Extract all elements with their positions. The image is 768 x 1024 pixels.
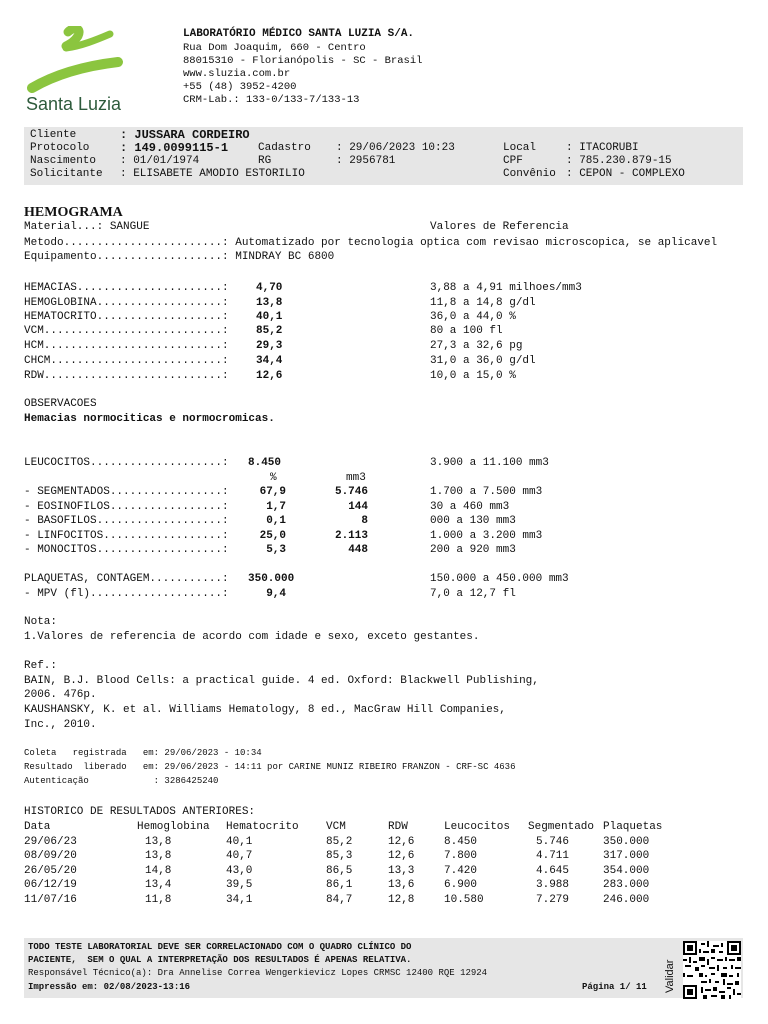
mpv-ref: 7,0 a 12,7 fl (430, 588, 516, 600)
diff-label: - LINFOCITOS..................: (24, 530, 229, 542)
footer-responsavel: Responsável Técnico(a): Dra Annelise Correa Wengerkievicz Lopes CRMSC 12400 RQE 12924 (28, 968, 488, 978)
historico-cell: 40,1 (226, 835, 253, 848)
historico-cell: 13,6 (388, 879, 415, 891)
red-value: 29,3 (256, 340, 283, 352)
ref-header: Valores de Referencia (430, 221, 569, 233)
logo-name: Santa Luzia (26, 94, 122, 114)
red-ref: 10,0 a 15,0 % (430, 370, 516, 382)
diff-label: - SEGMENTADOS.................: (24, 486, 229, 498)
diff-abs: 448 (348, 544, 368, 556)
historico-cell: 10.580 (444, 893, 484, 906)
historico-cell: 283.000 (603, 879, 650, 891)
coleta-line: Coleta registrada em: 29/06/2023 - 10:34 (24, 748, 262, 758)
historico-cell: 317.000 (603, 850, 650, 862)
historico-header: Leucocitos (444, 821, 511, 833)
historico-cell: 06/12/19 (24, 879, 77, 891)
leucocitos-label: LEUCOCITOS....................: (24, 457, 229, 469)
historico-cell: 11/07/16 (24, 893, 77, 906)
autenticacao-line: Autenticação : 3286425240 (24, 776, 219, 786)
historico-header: Plaquetas (603, 821, 663, 833)
rg-value: : 2956781 (336, 155, 396, 167)
red-label: RDW...........................: (24, 370, 229, 382)
plaquetas-label: PLAQUETAS, CONTAGEM...........: (24, 573, 229, 585)
historico-cell: 13,8 (145, 850, 172, 862)
red-label: HEMATOCRITO...................: (24, 311, 229, 323)
historico-cell: 4.711 (536, 850, 570, 862)
rg-label: RG (258, 155, 272, 167)
historico-cell: 86,1 (326, 879, 353, 891)
solicitante-label: Solicitante (30, 168, 103, 180)
resultado-line: Resultado liberado em: 29/06/2023 - 14:11 por CARINE MUNIZ RIBEIRO FRANZON - CRF-SC 4636 (24, 762, 516, 772)
ref-line: 2006. 476p. (24, 689, 97, 701)
lab-logo (26, 26, 136, 118)
red-ref: 3,88 a 4,91 milhoes/mm3 (430, 282, 582, 294)
cadastro-label: Cadastro (258, 142, 311, 154)
cadastro-value: : 29/06/2023 10:23 (336, 142, 455, 154)
cpf-value: : 785.230.879-15 (566, 155, 672, 167)
protocolo-value: : 149.0099115-1 (120, 141, 229, 155)
diff-pct: 1,7 (266, 501, 286, 513)
plaquetas-ref: 150.000 a 450.000 mm3 (430, 573, 569, 585)
historico-cell: 85,3 (326, 850, 353, 862)
nota-title: Nota: (24, 616, 58, 628)
red-value: 13,8 (256, 297, 283, 309)
red-value: 40,1 (256, 311, 283, 323)
convenio-value: : CEPON - COMPLEXO (566, 168, 685, 180)
diff-abs: 144 (348, 501, 368, 513)
historico-cell: 5.746 (536, 835, 570, 848)
lab-crm: CRM-Lab.: 133-0/133-7/133-13 (183, 94, 360, 106)
historico-header: Segmentado (528, 821, 595, 833)
historico-cell: 85,2 (326, 835, 353, 848)
historico-cell: 08/09/20 (24, 850, 77, 862)
historico-cell: 29/06/23 (24, 835, 77, 848)
local-label: Local (503, 142, 537, 154)
historico-cell: 354.000 (603, 864, 650, 877)
historico-cell: 3.988 (536, 879, 570, 891)
observacoes-title: OBSERVACOES (24, 398, 97, 410)
diff-ref: 000 a 130 mm3 (430, 515, 516, 527)
exam-metodo: Metodo........................: Automatizado por tecnologia optica com revisao microscopica, se aplicavel (24, 237, 718, 249)
historico-cell: 6.900 (444, 879, 478, 891)
historico-cell: 13,3 (388, 864, 415, 877)
red-ref: 36,0 a 44,0 % (430, 311, 516, 323)
mpv-label: - MPV (fl)....................: (24, 588, 229, 600)
red-value: 4,70 (256, 282, 283, 294)
exam-equipamento: Equipamento...................: MINDRAY BC 6800 (24, 251, 335, 263)
red-ref: 27,3 a 32,6 pg (430, 340, 523, 352)
diff-label: - BASOFILOS...................: (24, 515, 229, 527)
historico-title: HISTORICO DE RESULTADOS ANTERIORES: (24, 806, 256, 818)
red-label: VCM...........................: (24, 325, 229, 337)
historico-cell: 12,6 (388, 835, 415, 848)
red-label: HEMOGLOBINA...................: (24, 297, 229, 309)
diff-pct: 67,9 (259, 486, 286, 498)
nascimento-value: : 01/01/1974 (120, 155, 200, 167)
diff-pct: 5,3 (266, 544, 286, 556)
diff-ref: 30 a 460 mm3 (430, 501, 510, 513)
cliente-value: : JUSSARA CORDEIRO (120, 128, 250, 142)
red-value: 34,4 (256, 355, 283, 367)
historico-cell: 11,8 (145, 893, 172, 906)
logo-swoosh-icon (26, 26, 136, 96)
historico-header: Hemoglobina (137, 821, 210, 833)
red-value: 12,6 (256, 370, 283, 382)
local-value: : ITACORUBI (566, 142, 639, 154)
historico-cell: 13,4 (145, 879, 172, 891)
lab-city: 88015310 - Florianópolis - SC - Brasil (183, 55, 423, 67)
historico-cell: 8.450 (444, 835, 478, 848)
ref-line: Inc., 2010. (24, 719, 97, 731)
ref-line: KAUSHANSKY, K. et al. Williams Hematology, 8 ed., MacGraw Hill Companies, (24, 704, 506, 716)
leucocitos-ref: 3.900 a 11.100 mm3 (430, 457, 549, 469)
cpf-label: CPF (503, 155, 523, 167)
diff-ref: 1.700 a 7.500 mm3 (430, 486, 543, 498)
red-value: 85,2 (256, 325, 283, 337)
historico-cell: 12,6 (388, 850, 415, 862)
abs-header: mm3 (346, 472, 366, 484)
solicitante-value: : ELISABETE AMODIO ESTORILIO (120, 168, 305, 180)
red-label: HCM...........................: (24, 340, 229, 352)
diff-abs: 5.746 (334, 486, 368, 498)
historico-header: RDW (388, 821, 408, 833)
footer-impressao: Impressão em: 02/08/2023-13:16 (28, 982, 191, 992)
historico-cell: 7.279 (536, 893, 570, 906)
nascimento-label: Nascimento (30, 155, 97, 167)
diff-pct: 25,0 (259, 530, 286, 542)
ref-title: Ref.: (24, 660, 58, 672)
historico-cell: 246.000 (603, 893, 650, 906)
nota-text: 1.Valores de referencia de acordo com idade e sexo, exceto gestantes. (24, 631, 480, 643)
diff-ref: 200 a 920 mm3 (430, 544, 516, 556)
historico-cell: 39,5 (226, 879, 253, 891)
red-label: CHCM..........................: (24, 355, 229, 367)
historico-cell: 26/05/20 (24, 864, 77, 877)
red-ref: 11,8 a 14,8 g/dl (430, 297, 536, 309)
protocolo-label: Protocolo (30, 142, 90, 154)
historico-cell: 13,8 (145, 835, 172, 848)
qr-code-icon[interactable] (683, 941, 741, 999)
red-label: HEMACIAS......................: (24, 282, 229, 294)
historico-cell: 12,8 (388, 893, 415, 906)
historico-cell: 40,7 (226, 850, 253, 862)
diff-label: - EOSINOFILOS.................: (24, 501, 229, 513)
exam-title: HEMOGRAMA (24, 205, 123, 220)
diff-label: - MONOCITOS...................: (24, 544, 229, 556)
red-ref: 31,0 a 36,0 g/dl (430, 355, 536, 367)
historico-header: Data (24, 821, 51, 833)
historico-cell: 350.000 (603, 835, 650, 848)
historico-cell: 43,0 (226, 864, 253, 877)
ref-line: BAIN, B.J. Blood Cells: a practical guide. 4 ed. Oxford: Blackwell Publishing, (24, 675, 539, 687)
historico-cell: 86,5 (326, 864, 353, 877)
historico-cell: 7.420 (444, 864, 478, 877)
historico-cell: 84,7 (326, 893, 353, 906)
pct-header: % (270, 472, 277, 484)
footer-line: PACIENTE, SEM O QUAL A INTERPRETAÇÃO DOS RESULTADOS É APENAS RELATIVA. (28, 955, 412, 965)
historico-cell: 4.645 (536, 864, 570, 877)
lab-address: Rua Dom Joaquim, 660 - Centro (183, 42, 366, 54)
diff-ref: 1.000 a 3.200 mm3 (430, 530, 543, 542)
exam-material: Material...: SANGUE (24, 221, 150, 233)
plaquetas-value: 350.000 (248, 573, 295, 585)
historico-header: VCM (326, 821, 346, 833)
diff-abs: 2.113 (334, 530, 368, 542)
lab-phone: +55 (48) 3952-4200 (183, 81, 297, 93)
lab-name: LABORATÓRIO MÉDICO SANTA LUZIA S/A. (183, 28, 415, 40)
footer-line: TODO TESTE LABORATORIAL DEVE SER CORRELACIONADO COM O QUADRO CLÍNICO DO (28, 942, 412, 952)
cliente-label: Cliente (30, 129, 77, 141)
mpv-value: 9,4 (266, 588, 286, 600)
diff-pct: 0,1 (266, 515, 286, 527)
historico-cell: 7.800 (444, 850, 478, 862)
lab-website: www.sluzia.com.br (183, 68, 291, 80)
observacoes-text: Hemacias normociticas e normocromicas. (24, 413, 275, 425)
leucocitos-value: 8.450 (248, 457, 282, 469)
red-ref: 80 a 100 fl (430, 325, 503, 337)
diff-abs: 8 (361, 515, 368, 527)
validar-label: Validar (664, 959, 676, 993)
historico-header: Hematocrito (226, 821, 299, 833)
footer-pagina: Página 1/ 11 (582, 982, 647, 992)
historico-cell: 14,8 (145, 864, 172, 877)
historico-cell: 34,1 (226, 893, 253, 906)
convenio-label: Convênio (503, 168, 556, 180)
